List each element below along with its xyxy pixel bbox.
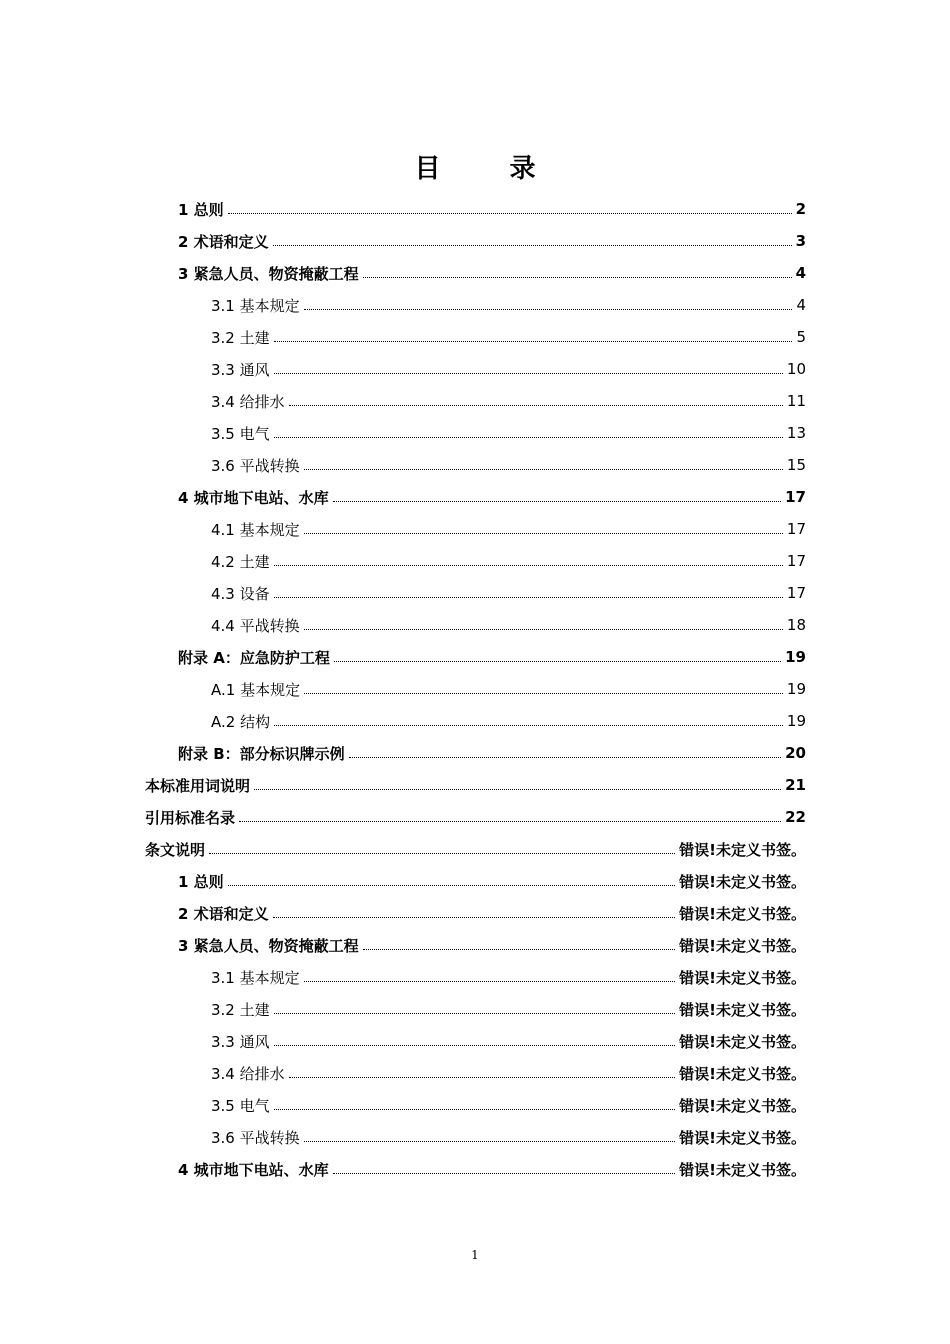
toc-entry-page: 错误!未定义书签。 bbox=[679, 968, 806, 987]
toc-entry[interactable] bbox=[145, 802, 806, 832]
toc-entry-page: 15 bbox=[786, 456, 806, 474]
leader-dots bbox=[274, 340, 793, 342]
toc-entry-page: 19 bbox=[785, 648, 806, 666]
toc-entry[interactable] bbox=[211, 546, 806, 576]
toc-entry[interactable] bbox=[178, 898, 806, 928]
toc-entry-label: 3 紧急人员、物资掩蔽工程 bbox=[178, 264, 359, 283]
toc-entry-label: 2 术语和定义 bbox=[178, 904, 269, 923]
toc-entry-page: 22 bbox=[785, 808, 806, 826]
toc-entry-label: 1 总则 bbox=[178, 872, 224, 891]
toc-entry-label: 4 城市地下电站、水库 bbox=[178, 1160, 329, 1179]
toc-entry[interactable] bbox=[211, 514, 806, 544]
toc-entry[interactable] bbox=[145, 770, 806, 800]
toc-entry[interactable] bbox=[178, 1154, 806, 1184]
leader-dots bbox=[363, 948, 675, 950]
leader-dots bbox=[304, 468, 783, 470]
toc-entry-page: 4 bbox=[795, 264, 806, 282]
leader-dots bbox=[274, 372, 783, 374]
leader-dots bbox=[289, 404, 783, 406]
toc-entry-label: 引用标准名录 bbox=[145, 808, 236, 827]
toc-entry-page: 20 bbox=[785, 744, 806, 762]
toc-entry-label: 4 城市地下电站、水库 bbox=[178, 488, 329, 507]
toc-entry-label: 附录 B：部分标识牌示例 bbox=[178, 744, 345, 763]
toc-entry-label: 3.6 平战转换 bbox=[211, 456, 300, 475]
toc-entry[interactable] bbox=[211, 994, 806, 1024]
toc-entry-page: 17 bbox=[786, 552, 806, 570]
toc-entry-label: 3 紧急人员、物资掩蔽工程 bbox=[178, 936, 359, 955]
toc-entry[interactable] bbox=[211, 322, 806, 352]
leader-dots bbox=[228, 212, 792, 214]
toc-entry-page: 错误!未定义书签。 bbox=[679, 1160, 806, 1179]
toc-entry-label: 3.3 通风 bbox=[211, 1032, 270, 1051]
toc-entry-page: 错误!未定义书签。 bbox=[679, 840, 806, 859]
leader-dots bbox=[363, 276, 792, 278]
toc-entry[interactable] bbox=[145, 834, 806, 864]
toc-entry-label: 3.5 电气 bbox=[211, 1096, 270, 1115]
toc-entry-label: 3.5 电气 bbox=[211, 424, 270, 443]
toc-entry-page: 19 bbox=[786, 680, 806, 698]
toc-entry-page: 13 bbox=[786, 424, 806, 442]
leader-dots bbox=[304, 532, 783, 534]
toc-entry[interactable] bbox=[211, 1058, 806, 1088]
toc-entry-label: 3.1 基本规定 bbox=[211, 968, 300, 987]
toc-entry[interactable] bbox=[211, 1122, 806, 1152]
leader-dots bbox=[228, 884, 675, 886]
toc-entry-page: 错误!未定义书签。 bbox=[679, 1000, 806, 1019]
toc-entry-label: 4.1 基本规定 bbox=[211, 520, 300, 539]
toc-entry[interactable] bbox=[211, 354, 806, 384]
leader-dots bbox=[304, 628, 783, 630]
toc-entry-page: 11 bbox=[786, 392, 806, 410]
toc-entry[interactable] bbox=[211, 962, 806, 992]
toc-entry-label: 本标准用词说明 bbox=[145, 776, 251, 795]
leader-dots bbox=[274, 1044, 676, 1046]
toc-entry[interactable] bbox=[178, 642, 806, 672]
toc-entry-label: 1 总则 bbox=[178, 200, 224, 219]
toc-entry[interactable] bbox=[211, 450, 806, 480]
toc-entry-label: 4.4 平战转换 bbox=[211, 616, 300, 635]
leader-dots bbox=[274, 1108, 676, 1110]
toc-entry[interactable] bbox=[178, 866, 806, 896]
toc-entry-page: 17 bbox=[786, 520, 806, 538]
leader-dots bbox=[273, 916, 675, 918]
toc-entry-label: 2 术语和定义 bbox=[178, 232, 269, 251]
toc-entry-page: 3 bbox=[795, 232, 806, 250]
leader-dots bbox=[274, 436, 783, 438]
toc-entry[interactable] bbox=[211, 386, 806, 416]
toc-entry[interactable] bbox=[178, 226, 806, 256]
leader-dots bbox=[209, 852, 675, 854]
toc-entry[interactable] bbox=[178, 482, 806, 512]
toc-entry-page: 错误!未定义书签。 bbox=[679, 1096, 806, 1115]
toc-entry[interactable] bbox=[211, 1026, 806, 1056]
leader-dots bbox=[304, 980, 676, 982]
toc-entry-label: 3.4 给排水 bbox=[211, 392, 285, 411]
toc-entry-label: 3.2 土建 bbox=[211, 1000, 270, 1019]
toc-entry[interactable] bbox=[211, 706, 806, 736]
toc-entry-page: 19 bbox=[786, 712, 806, 730]
toc-entry[interactable] bbox=[178, 930, 806, 960]
toc-entry-page: 18 bbox=[786, 616, 806, 634]
toc-entry-label: 条文说明 bbox=[145, 840, 206, 859]
toc-entry[interactable] bbox=[178, 738, 806, 768]
toc-entry-label: 4.3 设备 bbox=[211, 584, 270, 603]
toc-entry[interactable] bbox=[211, 418, 806, 448]
leader-dots bbox=[304, 308, 793, 310]
toc-entry-page: 错误!未定义书签。 bbox=[679, 1032, 806, 1051]
leader-dots bbox=[274, 724, 783, 726]
toc-entry-label: 3.2 土建 bbox=[211, 328, 270, 347]
toc-entry-page: 21 bbox=[785, 776, 806, 794]
toc-entry-label: 3.3 通风 bbox=[211, 360, 270, 379]
toc-entry-page: 错误!未定义书签。 bbox=[679, 936, 806, 955]
toc-entry-label: 4.2 土建 bbox=[211, 552, 270, 571]
toc-entry[interactable] bbox=[211, 1090, 806, 1120]
toc-entry-label: 3.4 给排水 bbox=[211, 1064, 285, 1083]
toc-entry-page: 错误!未定义书签。 bbox=[679, 872, 806, 891]
toc-entry-page: 错误!未定义书签。 bbox=[679, 1064, 806, 1083]
toc-entry[interactable] bbox=[211, 610, 806, 640]
toc-entry-page: 2 bbox=[795, 200, 806, 218]
leader-dots bbox=[274, 596, 783, 598]
toc-entry-page: 5 bbox=[796, 328, 806, 346]
leader-dots bbox=[333, 500, 781, 502]
toc-entry-label: 3.1 基本规定 bbox=[211, 296, 300, 315]
toc-entry-page: 错误!未定义书签。 bbox=[679, 904, 806, 923]
leader-dots bbox=[274, 564, 783, 566]
leader-dots bbox=[273, 244, 792, 246]
toc-entry-label: 附录 A：应急防护工程 bbox=[178, 648, 330, 667]
toc-entry[interactable] bbox=[211, 674, 806, 704]
toc-entry[interactable] bbox=[211, 578, 806, 608]
toc-entry[interactable] bbox=[178, 194, 806, 224]
toc-entry-page: 17 bbox=[786, 584, 806, 602]
leader-dots bbox=[304, 1140, 676, 1142]
toc-entry[interactable] bbox=[211, 290, 806, 320]
toc-entry-label: 3.6 平战转换 bbox=[211, 1128, 300, 1147]
toc-title: 目 录 bbox=[414, 154, 566, 184]
toc-entry-page: 17 bbox=[785, 488, 806, 506]
leader-dots bbox=[333, 1172, 675, 1174]
leader-dots bbox=[289, 1076, 676, 1078]
toc-entry-page: 4 bbox=[796, 296, 806, 314]
page-number: 1 bbox=[471, 1248, 479, 1262]
leader-dots bbox=[334, 660, 781, 662]
toc-entry-label: A.2 结构 bbox=[211, 712, 271, 731]
leader-dots bbox=[304, 692, 783, 694]
toc-entry-page: 错误!未定义书签。 bbox=[679, 1128, 806, 1147]
leader-dots bbox=[254, 788, 781, 790]
toc-entry-page: 10 bbox=[786, 360, 806, 378]
toc-entry[interactable] bbox=[178, 258, 806, 288]
leader-dots bbox=[349, 756, 781, 758]
leader-dots bbox=[274, 1012, 676, 1014]
toc-entry-label: A.1 基本规定 bbox=[211, 680, 301, 699]
leader-dots bbox=[239, 820, 781, 822]
